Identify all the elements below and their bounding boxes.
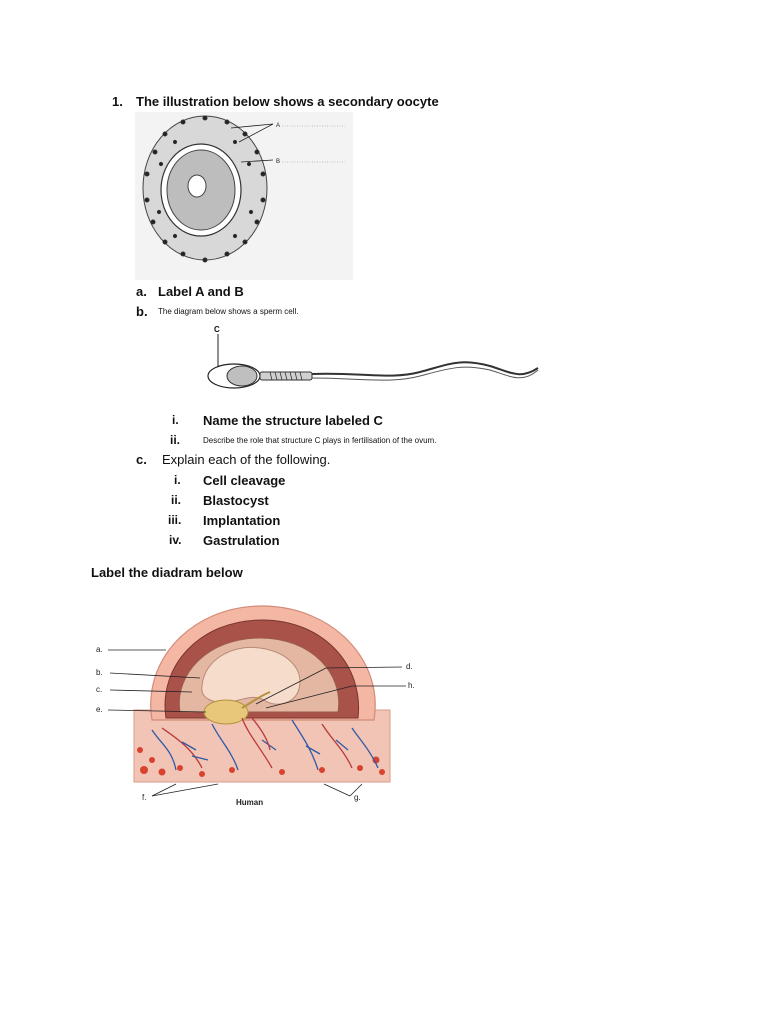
embryo-label-a: a. <box>96 645 103 654</box>
embryo-diagram <box>92 600 422 812</box>
part-b-item-1-text: Name the structure labeled C <box>203 413 383 428</box>
part-b-item-2-marker: ii. <box>170 433 181 447</box>
part-c-item-2-marker: ii. <box>171 493 182 507</box>
part-b-item-1-marker: i. <box>172 413 179 427</box>
part-c-item-4-marker: iv. <box>169 533 182 547</box>
embryo-caption: Human <box>236 798 264 807</box>
part-c-item-2-text: Blastocyst <box>203 493 269 508</box>
oocyte-illustration <box>135 112 365 282</box>
oocyte-label-a: A <box>276 123 281 129</box>
sperm-diagram <box>200 322 545 392</box>
embryo-label-g: g. <box>354 793 361 802</box>
embryo-label-f: f. <box>142 793 147 802</box>
second-heading: Label the diadram below <box>91 565 243 580</box>
part-c-item-4-text: Gastrulation <box>203 533 280 548</box>
part-a-marker: a. <box>136 284 147 299</box>
part-c-text: Explain each of the following. <box>162 452 331 467</box>
question-number: 1. <box>112 94 123 109</box>
embryo-label-c: c. <box>96 685 103 694</box>
sperm-label-c: C <box>214 325 220 334</box>
part-c-item-3-text: Implantation <box>203 513 281 528</box>
part-c-marker: c. <box>136 452 147 467</box>
part-b-item-2-text: Describe the role that structure C plays in fertilisation of the ovum. <box>203 436 437 445</box>
part-a-text: Label A and B <box>158 284 244 299</box>
embryo-label-d: d. <box>406 662 413 671</box>
embryo-label-h: h. <box>408 681 415 690</box>
question-text: The illustration below shows a secondary oocyte <box>136 94 439 109</box>
part-c-item-3-marker: iii. <box>168 513 182 527</box>
part-c-item-1-marker: i. <box>174 473 181 487</box>
part-c-item-1-text: Cell cleavage <box>203 473 286 488</box>
part-b-marker: b. <box>136 304 148 319</box>
oocyte-label-b: B <box>276 159 281 165</box>
embryo-label-e: e. <box>96 705 103 714</box>
embryo-label-b: b. <box>96 668 103 677</box>
part-b-text: The diagram below shows a sperm cell. <box>158 307 299 316</box>
